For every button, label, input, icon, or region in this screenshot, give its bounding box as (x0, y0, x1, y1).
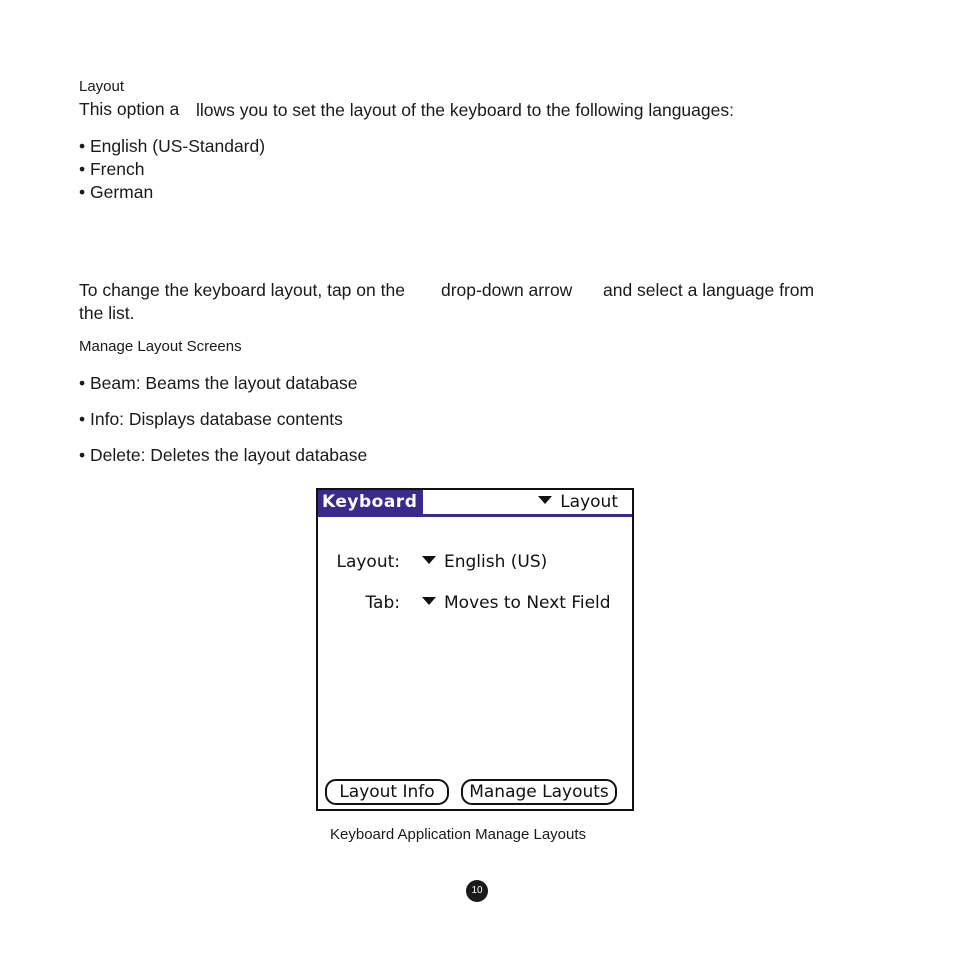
instruction-part3: and select a language from (603, 280, 815, 300)
dropdown-arrow-icon (538, 496, 552, 504)
dropdown-arrow-icon (422, 597, 436, 605)
tab-field-label: Tab: (365, 593, 400, 613)
dropdown-arrow-icon (422, 556, 436, 564)
layout-menu-trigger[interactable] (538, 491, 618, 513)
manage-layouts-button[interactable]: Manage Layouts (461, 779, 617, 805)
list-item: • German (79, 182, 154, 202)
app-title: Keyboard (318, 490, 423, 514)
manage-heading: Manage Layout Screens (79, 338, 242, 355)
tab-picker-value: Moves to Next Field (444, 593, 611, 613)
list-item: • English (US-Standard) (79, 136, 266, 156)
section-heading: Layout (79, 78, 125, 95)
menu-label: Layout (560, 492, 618, 512)
list-item: • Delete: Deletes the layout database (79, 445, 368, 465)
title-bar (318, 490, 632, 518)
tab-picker[interactable] (422, 593, 611, 613)
intro-text-part2: llows you to set the layout of the keyboard to the following languages: (196, 100, 734, 120)
list-item: • Beam: Beams the layout database (79, 373, 358, 393)
figure-caption: Keyboard Application Manage Layouts (330, 826, 587, 843)
language-list (79, 136, 265, 205)
page-number: 10 (466, 880, 488, 902)
title-underline (318, 514, 632, 517)
layout-info-button[interactable]: Layout Info (325, 779, 449, 805)
list-item: • Info: Displays database contents (79, 409, 343, 429)
instruction-line2: the list. (79, 303, 135, 323)
instruction-part2: drop-down arrow (441, 280, 573, 300)
layout-picker[interactable] (422, 552, 547, 572)
list-item: • French (79, 159, 145, 179)
layout-picker-value: English (US) (444, 552, 548, 572)
layout-field-label: Layout: (336, 552, 400, 572)
keyboard-app-screenshot (316, 488, 634, 811)
instruction-part1: To change the keyboard layout, tap on the (79, 280, 405, 300)
intro-text-part1: This option a (79, 99, 180, 119)
